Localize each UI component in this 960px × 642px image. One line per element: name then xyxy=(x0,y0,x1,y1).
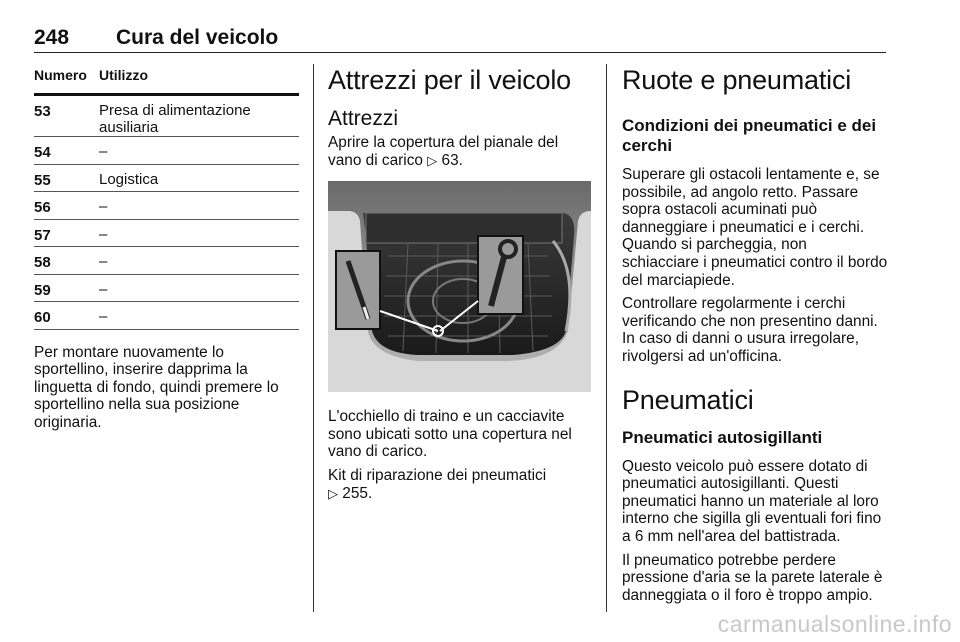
subsection-title: Attrezzi xyxy=(328,107,399,130)
table-cell-usage: – xyxy=(99,253,108,270)
table-cell-usage: Presa di alimentazione ausiliaria xyxy=(99,102,251,136)
body-paragraph xyxy=(328,134,591,169)
intro-text: Aprire la copertura del pianale del vano di carico xyxy=(328,134,559,169)
fuse-table-header xyxy=(34,64,299,96)
body-paragraph: Il pneumatico potrebbe perdere pressione d'aria se la parete laterale è danneggiata o il foro è troppo ampio. xyxy=(622,551,883,604)
table-row xyxy=(34,96,299,137)
page-number: 248 xyxy=(34,26,70,49)
subsection-title: Condizioni dei pneumatici e dei cerchi xyxy=(622,116,877,155)
table-cell-usage: Logistica xyxy=(99,170,159,188)
column-right xyxy=(622,64,888,604)
table-cell-number: 57 xyxy=(34,226,51,244)
table-cell-number: 59 xyxy=(34,281,51,299)
table-cell-usage: – xyxy=(99,143,108,160)
table-cell-number: 60 xyxy=(34,309,51,326)
watermark: carmanualsonline.info xyxy=(717,611,952,637)
body-paragraph: Controllare regolarmente i cerchi verificando che non presentino danni. In caso di danni o usura irregolare, rivolgersi ad un'officina. xyxy=(622,295,878,365)
reference-arrow-icon: ▷ xyxy=(328,485,338,501)
table-header-number: Numero xyxy=(34,67,87,83)
table-cell-number: 53 xyxy=(34,103,51,120)
page-reference[interactable]: 255. xyxy=(342,484,373,502)
column-left xyxy=(34,64,299,431)
table-cell-number: 55 xyxy=(34,171,51,189)
reference-arrow-icon: ▷ xyxy=(427,152,438,168)
table-row xyxy=(34,275,299,303)
table-row xyxy=(34,192,299,220)
page-header xyxy=(34,22,886,53)
table-row xyxy=(34,302,299,330)
section-title: Attrezzi per il veicolo xyxy=(328,65,571,95)
table-row xyxy=(34,137,299,165)
table-cell-usage: – xyxy=(99,280,108,298)
table-cell-usage: – xyxy=(99,198,108,215)
column-middle xyxy=(328,64,591,502)
table-cell-usage: – xyxy=(99,308,108,325)
column-divider xyxy=(313,64,314,612)
table-cell-number: 54 xyxy=(34,144,51,161)
body-paragraph xyxy=(328,467,591,502)
body-paragraph: Superare gli ostacoli lentamente e, se possibile, ad angolo retto. Passare sopra ostacoli acuminati può danneggiare i pneumatici e i cerchi. Quando si parcheggia, non schiacciare i pneumatici contro il bordo del marciapiede. xyxy=(622,166,888,289)
body-paragraph: Questo veicolo può essere dotato di pneumatici autosigillanti. Questi pneumatici hanno un materiale al loro interno che sigilla gli eventuali fori fino a 6 mm nell'area del battistrada. xyxy=(622,457,882,545)
subsection-title: Pneumatici autosigillanti xyxy=(622,427,823,447)
table-row xyxy=(34,220,299,248)
table-cell-usage: – xyxy=(99,225,108,243)
chapter-title: Cura del veicolo xyxy=(116,26,279,49)
section-title: Pneumatici xyxy=(622,384,754,415)
kit-text: Kit di riparazione dei pneumatici xyxy=(328,466,547,484)
cargo-area-illustration xyxy=(328,181,591,392)
table-cell-number: 56 xyxy=(34,199,51,216)
column-divider xyxy=(606,64,607,612)
table-row xyxy=(34,247,299,275)
section-title: Ruote e pneumatici xyxy=(622,65,852,95)
table-cell-number: 58 xyxy=(34,254,51,271)
table-header-usage: Utilizzo xyxy=(99,67,148,83)
illustration-caption: L'occhiello di traino e un cacciavite sono ubicati sotto una copertura nel vano di carico. xyxy=(328,408,572,461)
page-reference[interactable]: 63. xyxy=(441,151,463,169)
body-paragraph: Per montare nuovamente lo sportellino, inserire dapprima la linguetta di fondo, quindi premere lo sportellino nella sua posizione originaria. xyxy=(34,343,279,431)
table-row xyxy=(34,165,299,193)
